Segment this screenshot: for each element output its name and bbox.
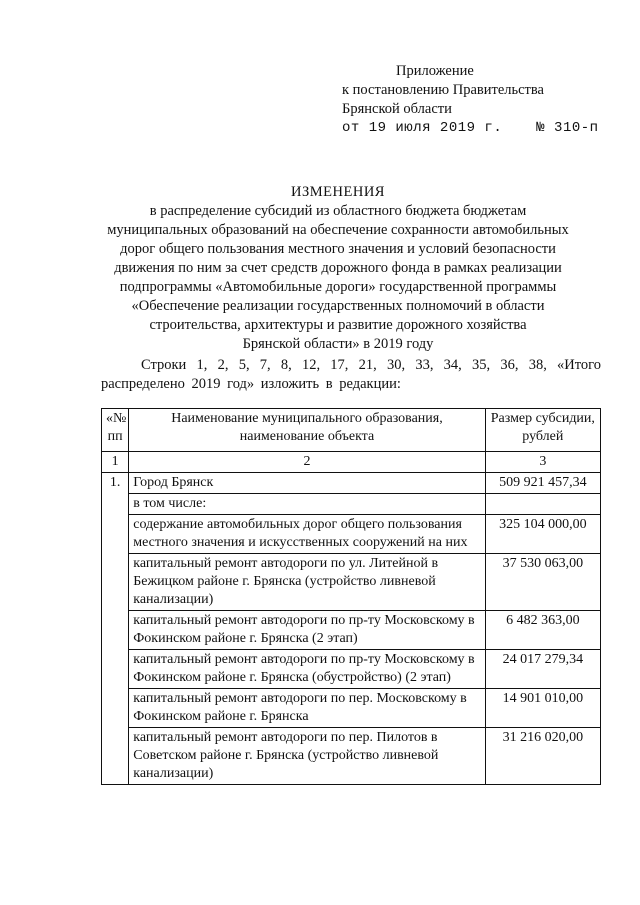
- table-row: [102, 494, 601, 515]
- row-name: капитальный ремонт автодороги по ул. Литейной в Бежицком районе г. Брянска (устройство ливневой канализации): [129, 554, 485, 611]
- row-name: капитальный ремонт автодороги по пер. Пилотов в Советском районе г. Брянска (устройство ливневой канализации): [129, 728, 485, 785]
- table-row: [102, 473, 601, 494]
- column-number-row: [102, 452, 601, 473]
- row-amount: 325 104 000,00: [485, 515, 600, 554]
- header-amount: Размер субсидии, рублей: [485, 409, 600, 452]
- appendix-title: Приложение: [396, 63, 474, 79]
- body-paragraph: Строки 1, 2, 5, 7, 8, 12, 17, 21, 30, 33, 34, 35, 36, 38, «Итого распределено 2019 год» изложить в редакции:: [101, 357, 601, 392]
- row-amount: 509 921 457,34: [485, 473, 600, 494]
- table-row: [102, 728, 601, 785]
- row-name: капитальный ремонт автодороги по пер. Московскому в Фокинском районе г. Брянска: [129, 689, 485, 728]
- column-number: 3: [485, 452, 600, 473]
- row-amount: [485, 494, 600, 515]
- title-line: движения по ним за счет средств дорожного фонда в рамках реализации: [114, 260, 562, 276]
- appendix-block: [342, 62, 599, 138]
- appendix-number: № 310-п: [536, 120, 599, 136]
- title-line: подпрограммы «Автомобильные дороги» государственной программы: [119, 279, 557, 295]
- table-row: [102, 611, 601, 650]
- title-line: муниципальных образований на обеспечение сохранности автомобильных: [107, 222, 569, 238]
- title-line: дорог общего пользования местного значения и условий безопасности: [120, 241, 556, 257]
- subsidy-table: [101, 408, 601, 785]
- row-amount: 14 901 010,00: [485, 689, 600, 728]
- column-number: 1: [102, 452, 129, 473]
- row-name: в том числе:: [129, 494, 485, 515]
- title-line: в распределение субсидий из областного бюджета бюджетам: [149, 203, 527, 219]
- table-row: [102, 554, 601, 611]
- row-name: капитальный ремонт автодороги по пр-ту Московскому в Фокинском районе г. Брянска (2 этап): [129, 611, 485, 650]
- row-name: капитальный ремонт автодороги по пр-ту Московскому в Фокинском районе г. Брянска (обустройство) (2 этап): [129, 650, 485, 689]
- appendix-region: Брянской области: [342, 101, 452, 117]
- header-number: «№ пп: [102, 409, 129, 452]
- title-line: «Обеспечение реализации государственных полномочий в области: [131, 298, 545, 314]
- appendix-reference: к постановлению Правительства: [342, 82, 544, 98]
- header-name: Наименование муниципального образования, наименование объекта: [129, 409, 485, 452]
- table-header-row: [102, 409, 601, 452]
- table-row: [102, 515, 601, 554]
- row-amount: 31 216 020,00: [485, 728, 600, 785]
- title-heading: ИЗМЕНЕНИЯ: [291, 184, 385, 200]
- row-name: содержание автомобильных дорог общего пользования местного значения и искусственных сооружений на них: [129, 515, 485, 554]
- row-amount: 6 482 363,00: [485, 611, 600, 650]
- row-amount: 37 530 063,00: [485, 554, 600, 611]
- column-number: 2: [129, 452, 485, 473]
- row-name: Город Брянск: [129, 473, 485, 494]
- appendix-date: от 19 июля 2019 г.: [342, 120, 503, 136]
- table-row: [102, 650, 601, 689]
- title-line: Брянской области» в 2019 году: [242, 336, 434, 352]
- title-line: строительства, архитектуры и развитие дорожного хозяйства: [149, 317, 527, 333]
- row-amount: 24 017 279,34: [485, 650, 600, 689]
- row-number: 1.: [102, 473, 129, 785]
- table-row: [102, 689, 601, 728]
- document-title: [98, 183, 578, 354]
- appendix-date-stamp: [342, 119, 599, 138]
